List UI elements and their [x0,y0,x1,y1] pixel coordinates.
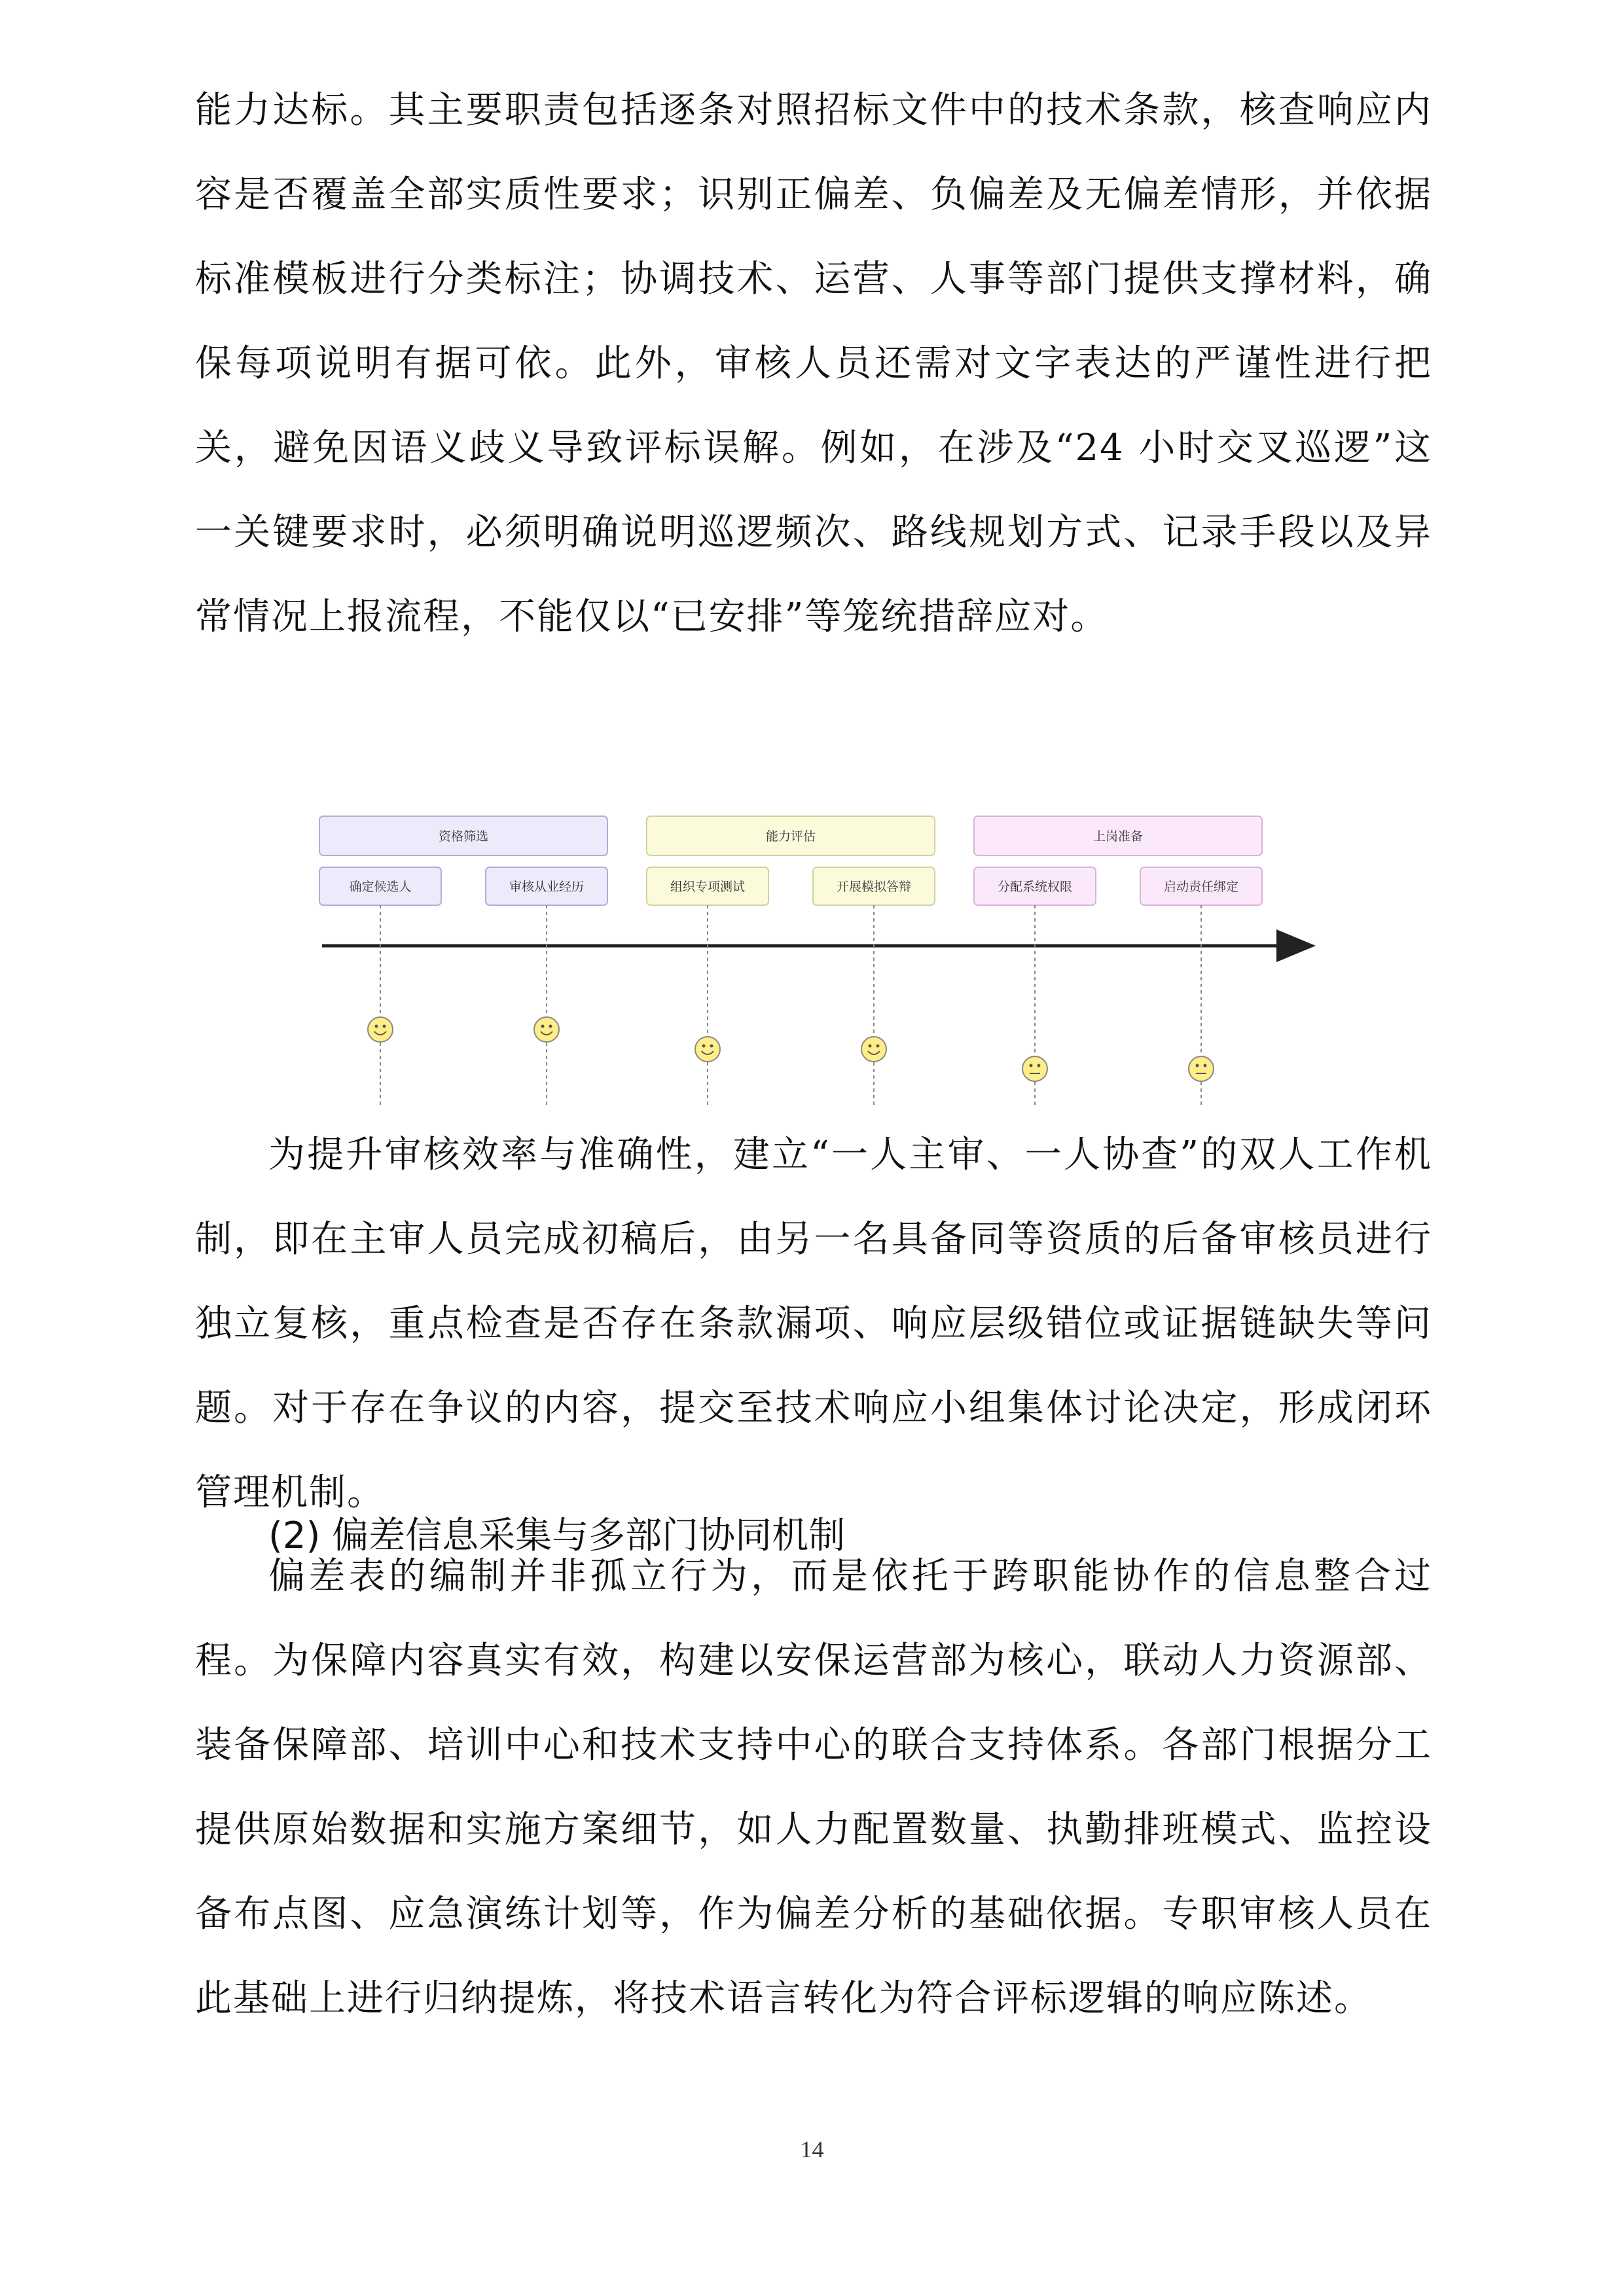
face-circle [1022,1056,1047,1081]
face-eye [383,1025,386,1028]
face-eye [1196,1064,1199,1067]
paragraph-dual-review: 为提升审核效率与准确性，建立“一人主审、一人协查”的双人工作机制，即在主审人员完成初稿后，由另一名具备同等资质的后备审核员进行独立复核，重点检查是否存在条款漏项、响应层级错位或证据链缺失等问题。对于存在争议的内容，提交至技术响应小组集体讨论决定，形成闭环管理机制。 [195,1134,1432,1514]
section-label: 上岗准备 [1092,829,1144,844]
face-eye [549,1025,552,1028]
face-eye [876,1045,880,1048]
face-circle [1189,1056,1214,1081]
paragraph-collaboration: 偏差表的编制并非孤立行为，而是依托于跨职能协作的信息整合过程。为保障内容真实有效，构建以安保运营部为核心，联动人力资源部、装备保障部、培训中心和技术支持中心的联合支持体系。各部门根据分工提供原始数据和实施方案细节，如人力配置数量、执勤排班模式、监控设备布点图、应急演练计划等，作为偏差分析的基础依据。专职审核人员在此基础上进行归纳提炼，将技术语言转化为符合评标逻辑的响应陈述。 [195,1555,1432,2020]
smiley-face-icon [534,1017,559,1042]
face-eye [702,1045,706,1048]
task-label: 分配系统权限 [997,880,1073,894]
face-circle [534,1017,559,1042]
section-label: 资格筛选 [438,829,489,844]
face-eye [1204,1064,1207,1067]
task-label: 启动责任绑定 [1163,880,1239,894]
face-circle [861,1037,886,1062]
face-eye [869,1045,872,1048]
face-eye [541,1025,545,1028]
smiley-face-icon [695,1037,720,1062]
face-eye [1030,1064,1033,1067]
face-circle [695,1037,720,1062]
smiley-face-icon [368,1017,393,1042]
face-eye [710,1045,713,1048]
face-eye [375,1025,378,1028]
page-number: 14 [800,2136,824,2162]
section-heading: (2) 偏差信息采集与多部门协同机制 [268,1515,846,1557]
neutral-face-icon [1022,1056,1047,1081]
task-label: 审核从业经历 [509,880,585,894]
paragraph-responsibilities: 能力达标。其主要职责包括逐条对照招标文件中的技术条款，核查响应内容是否覆盖全部实质性要求；识别正偏差、负偏差及无偏差情形，并依据标准模板进行分类标注；协调技术、运营、人事等部门提供支撑材料，确保每项说明有据可依。此外，审核人员还需对文字表达的严谨性进行把关，避免因语义歧义导致评标误解。例如，在涉及“24 小时交叉巡逻”这一关键要求时，必须明确说明巡逻频次、路线规划方式、记录手段以及异常情况上报流程，不能仅以“已安排”等笼统措辞应对。 [195,89,1432,638]
smiley-face-icon [861,1037,886,1062]
task-label: 确定候选人 [349,880,412,894]
task-label: 组织专项测试 [670,880,746,894]
neutral-face-icon [1189,1056,1214,1081]
face-eye [1038,1064,1041,1067]
journey-diagram [308,808,1329,1109]
face-circle [368,1017,393,1042]
section-label: 能力评估 [765,829,816,844]
task-label: 开展模拟答辩 [836,880,912,894]
